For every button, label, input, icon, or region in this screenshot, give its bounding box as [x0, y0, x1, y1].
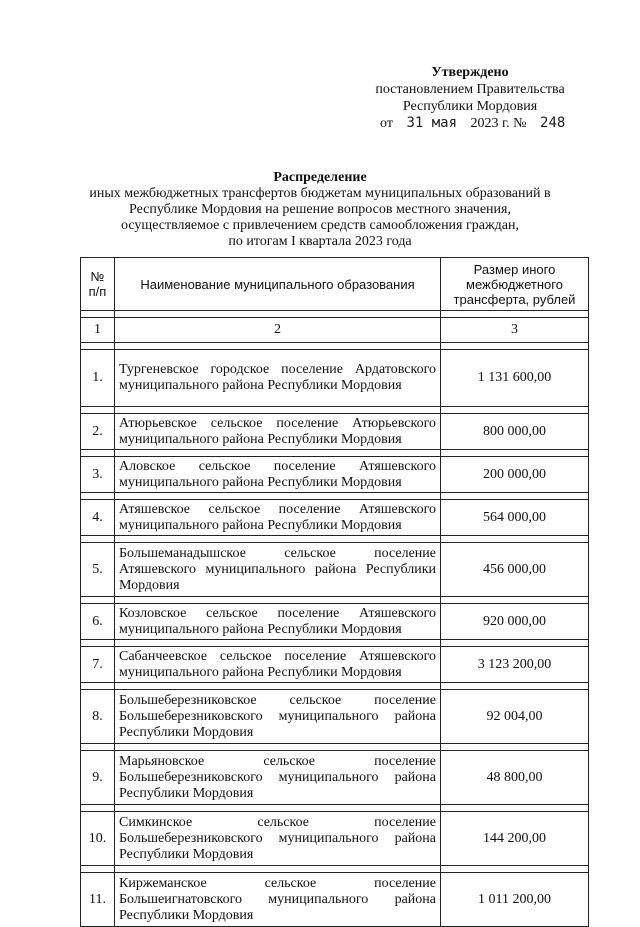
transfer-amount: 1 011 200,00	[441, 873, 589, 927]
transfer-amount: 144 200,00	[441, 812, 589, 866]
municipality-name: Атюрьевское сельское поселение Атюрьевского муниципального района Республики Мордовия	[115, 414, 441, 450]
approval-title: Утверждено	[431, 65, 509, 80]
municipality-name: Аловское сельское поселение Атяшевского муниципального района Республики Мордовия	[115, 457, 441, 493]
row-number: 6.	[81, 604, 115, 640]
table-row	[81, 812, 589, 866]
municipality-name: Атяшевское сельское поселение Атяшевского муниципального района Республики Мордовия	[115, 500, 441, 536]
table-row	[81, 457, 589, 493]
table-row	[81, 647, 589, 683]
col-number: 3	[441, 318, 589, 343]
heading-line: Республике Мордовия на решение вопросов местного значения,	[129, 202, 511, 217]
row-number: 4.	[81, 500, 115, 536]
municipality-name: Козловское сельское поселение Атяшевского муниципального района Республики Мордовия	[115, 604, 441, 640]
approval-stamp	[360, 64, 580, 132]
approval-line-2: Республики Мордовия	[402, 99, 538, 114]
row-number: 8.	[81, 690, 115, 744]
heading-line: осуществляемое с привлечением средств самообложения граждан,	[121, 218, 519, 233]
row-number: 11.	[81, 873, 115, 927]
table-row	[81, 604, 589, 640]
table-header-row	[81, 258, 589, 311]
header-amount: Размер иного межбюджетного трансферта, рублей	[441, 258, 589, 311]
transfer-amount: 92 004,00	[441, 690, 589, 744]
document-heading	[60, 170, 580, 250]
doc-number: 248	[540, 115, 566, 131]
transfer-amount: 456 000,00	[441, 543, 589, 597]
municipality-name: Большеманадышское сельское поселение Атяшевского муниципального района Республики Мордовия	[115, 543, 441, 597]
heading-line: по итогам I квартала 2023 года	[228, 234, 412, 249]
table-row	[81, 543, 589, 597]
approval-line-1: постановлением Правительства	[375, 82, 565, 97]
heading-line: иных межбюджетных трансфертов бюджетам муниципальных образований в	[89, 186, 551, 201]
transfer-amount: 3 123 200,00	[441, 647, 589, 683]
municipality-name: Киржеманское сельское поселение Большеигнатовского муниципального района Республики Мордовия	[115, 873, 441, 927]
row-number: 7.	[81, 647, 115, 683]
distribution-table	[80, 257, 589, 927]
date-day: 31 мая	[406, 115, 458, 131]
transfer-amount: 1 131 600,00	[441, 350, 589, 407]
municipality-name: Симкинское сельское поселение Большеберезниковского муниципального района Республики Мордовия	[115, 812, 441, 866]
transfer-amount: 48 800,00	[441, 751, 589, 805]
transfer-amount: 200 000,00	[441, 457, 589, 493]
municipality-name: Марьяновское сельское поселение Большеберезниковского муниципального района Республики Мордовия	[115, 751, 441, 805]
column-number-row	[81, 318, 589, 343]
table-row	[81, 350, 589, 407]
transfer-amount: 920 000,00	[441, 604, 589, 640]
col-number: 2	[115, 318, 441, 343]
row-number: 2.	[81, 414, 115, 450]
table-row	[81, 500, 589, 536]
transfer-amount: 564 000,00	[441, 500, 589, 536]
municipality-name: Сабанчеевское сельское поселение Атяшевского муниципального района Республики Мордовия	[115, 647, 441, 683]
row-number: 1.	[81, 350, 115, 407]
row-number: 5.	[81, 543, 115, 597]
municipality-name: Большеберезниковское сельское поселение Большеберезниковского муниципального района Республики Мордовия	[115, 690, 441, 744]
header-name: Наименование муниципального образования	[115, 258, 441, 311]
col-number: 1	[81, 318, 115, 343]
date-year: 2023 г. №	[470, 116, 527, 131]
row-number: 3.	[81, 457, 115, 493]
row-number: 9.	[81, 751, 115, 805]
date-prefix: от	[380, 116, 393, 131]
approval-date-line	[360, 115, 580, 132]
transfer-amount: 800 000,00	[441, 414, 589, 450]
table-row	[81, 873, 589, 927]
municipality-name: Тургеневское городское поселение Ардатовского муниципального района Республики Мордовия	[115, 350, 441, 407]
table-row	[81, 414, 589, 450]
table-row	[81, 751, 589, 805]
heading-title: Распределение	[273, 170, 367, 185]
row-number: 10.	[81, 812, 115, 866]
table-row	[81, 690, 589, 744]
header-num: № п/п	[81, 258, 115, 311]
